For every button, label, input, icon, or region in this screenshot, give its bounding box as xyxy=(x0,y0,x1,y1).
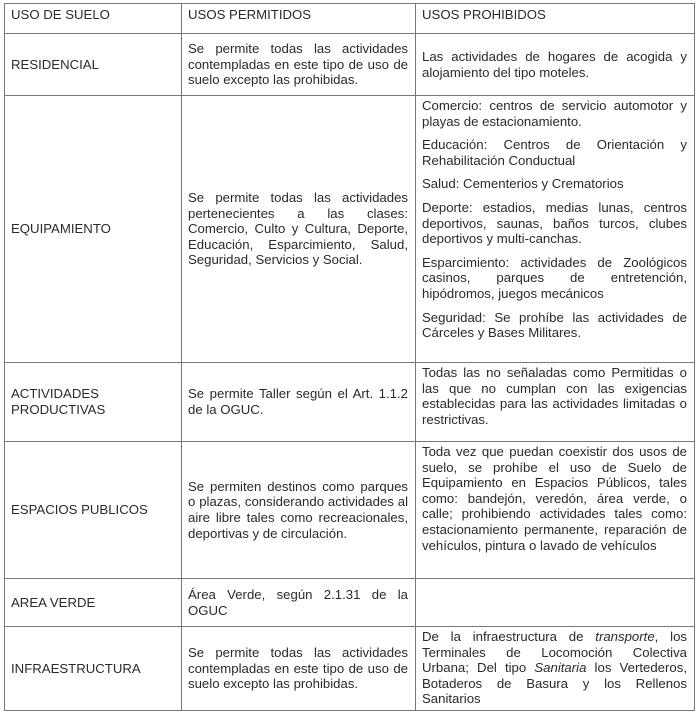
table-row xyxy=(5,627,695,711)
uso-cell: ESPACIOS PUBLICOS xyxy=(5,442,182,579)
permitidos-cell: Se permiten destinos como parques o plazas, considerando actividades al aire libre tales como recreacionales, deportivas y de circulación. xyxy=(182,442,416,579)
prohibidos-cell xyxy=(416,627,695,711)
prohibidos-cell xyxy=(416,363,695,442)
prohibidos-text: Educación: Centros de Orientación y Rehabilitación Conductual xyxy=(422,137,687,168)
table-header-row xyxy=(5,4,695,34)
prohibidos-text: Toda vez que puedan coexistir dos usos de suelo, se prohíbe el uso de Suelo de Equipamiento en Espacios Públicos, tales como: bandejón, veredón, área verde, o calle; prohibiendo actividades tales como: estacionamiento permanente, reparación de vehículos, pintura o lavado de vehículos xyxy=(422,444,687,553)
prohibidos-text: Seguridad: Se prohíbe las actividades de Cárceles y Bases Militares. xyxy=(422,309,687,341)
prohibidos-text: los Vertederos, Botaderos de Basura y los Rellenos Sanitarios xyxy=(422,660,687,707)
uso-cell: EQUIPAMIENTO xyxy=(5,96,182,363)
table-row xyxy=(5,363,695,442)
prohibidos-cell xyxy=(416,34,695,96)
prohibidos-text: Salud: Cementerios y Crematorios xyxy=(422,176,624,192)
uso-cell: AREA VERDE xyxy=(5,579,182,627)
prohibidos-text: Deporte: estadios, medias lunas, centros deportivos, saunas, baños turcos, clubes deportivos y multi-canchas. xyxy=(422,199,687,247)
uso-cell: INFRAESTRUCTURA xyxy=(5,627,182,711)
permitidos-cell: Se permite Taller según el Art. 1.1.2 de la OGUC. xyxy=(182,363,416,442)
table-row xyxy=(5,579,695,627)
prohibidos-text: Esparcimiento: actividades de Zoológicos casinos, parques de entretención, hipódromos, juegos mecánicos xyxy=(422,254,687,301)
prohibidos-text: De la infraestructura de xyxy=(422,629,596,644)
prohibidos-text: Las actividades de hogares de acogida y alojamiento del tipo moteles. xyxy=(422,48,687,80)
table-row xyxy=(5,442,695,579)
prohibidos-emphasis: Sanitaria xyxy=(534,660,587,676)
header-uso-de-suelo: USO DE SUELO xyxy=(5,4,182,34)
prohibidos-cell-empty xyxy=(416,579,695,627)
permitidos-cell: Se permite todas las actividades contempladas en este tipo de uso de suelo excepto las prohibidas. xyxy=(182,627,416,711)
prohibidos-emphasis: transporte xyxy=(595,629,655,644)
uso-cell: ACTIVIDADES PRODUCTIVAS xyxy=(5,363,182,442)
permitidos-cell: Se permite todas las actividades pertenecientes a las clases: Comercio, Culto y Cultura, Deporte, Educación, Esparcimiento, Salud, Seguridad, Servicios y Social. xyxy=(182,96,416,363)
uso-cell: RESIDENCIAL xyxy=(5,34,182,96)
prohibidos-cell xyxy=(416,96,695,363)
header-usos-permitidos: USOS PERMITIDOS xyxy=(182,4,416,34)
header-usos-prohibidos: USOS PROHIBIDOS xyxy=(416,4,695,34)
prohibidos-text: , los Terminales de Locomoción Colectiva Urbana; Del tipo xyxy=(422,629,687,676)
permitidos-cell: Área Verde, según 2.1.31 de la OGUC xyxy=(182,579,416,627)
prohibidos-text: Comercio: centros de servicio automotor y playas de estacionamiento. xyxy=(422,98,687,129)
permitidos-cell: Se permite todas las actividades contempladas en este tipo de uso de suelo excepto las prohibidas. xyxy=(182,34,416,96)
table-row xyxy=(5,96,695,363)
land-use-table xyxy=(4,3,695,711)
prohibidos-cell xyxy=(416,442,695,579)
prohibidos-text: Todas las no señaladas como Permitidas o las que no cumplan con las exigencias establecidas para las actividades limitadas o restrictivas. xyxy=(422,365,687,427)
table-row xyxy=(5,34,695,96)
